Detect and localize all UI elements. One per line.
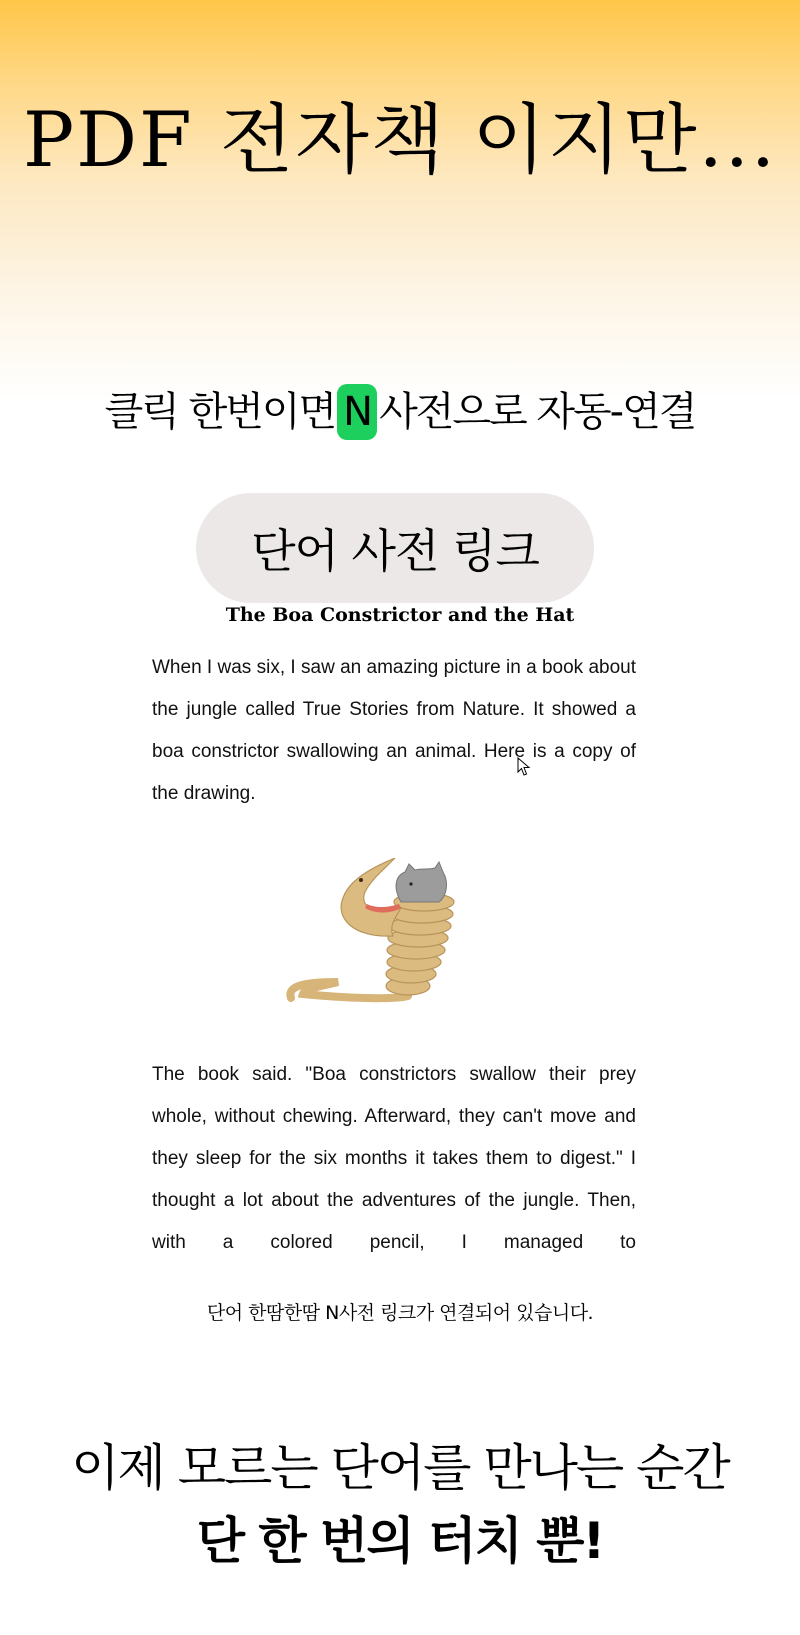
subtitle-before: 클릭 한번이면 [104,389,336,435]
naver-dictionary-badge: N [337,384,377,440]
pill-label: 단어 사전 링크 [251,524,539,578]
caption: 단어 한땀한땀 N사전 링크가 연결되어 있습니다. [206,1302,594,1324]
book-paragraph-1[interactable]: When I was six, I saw an amazing picture in a book about the jungle called True Stories from Nature. It showed a boa constrictor swallowing an animal. Here is a copy of the drawing. [152,657,636,804]
word-dictionary-link-button[interactable] [196,493,594,603]
cta-line-2: 단 한 번의 터치 뿐! [196,1512,604,1570]
cta-line-1: 이제 모르는 단어를 만나는 순간 [71,1439,729,1497]
subtitle [0,382,800,442]
subtitle-after: 사전으로 자동-연결 [379,389,696,435]
mouse-pointer-icon [517,757,531,777]
book-title: The Boa Constrictor and the Hat [225,604,575,626]
hero-banner [0,0,800,400]
book-paragraph-2[interactable]: The book said. "Boa constrictors swallow their prey whole, without chewing. Afterward, they can't move and they sleep for the six months it takes them to digest." I thought a lot about the adventures of the jungle. Then, with a colored pencil, I managed to [152,1064,636,1253]
hero-title: PDF 전자책 이지만... [22,95,778,184]
boa-constrictor-illustration [283,858,463,1008]
